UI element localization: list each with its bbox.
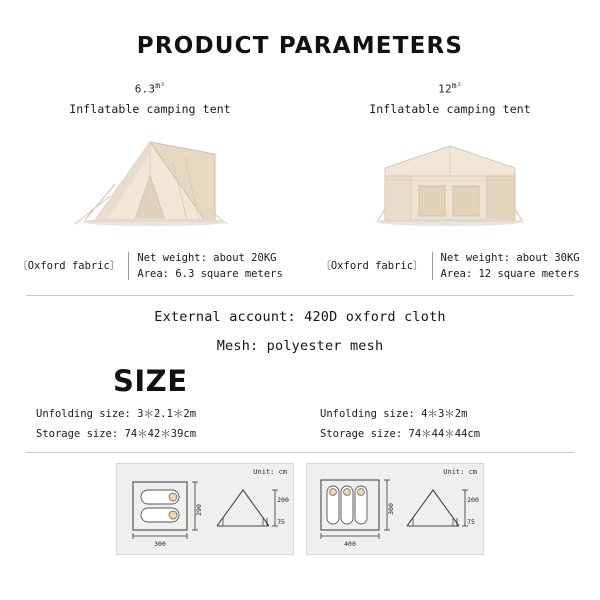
area-left: Area: 6.3 square meters <box>137 267 283 280</box>
plan-depth-right: 300 <box>387 502 395 515</box>
dimension-drawing-left <box>117 464 293 554</box>
product-parameters-page <box>0 33 600 600</box>
unit-label-left: Unit: cm <box>253 467 287 476</box>
size-col-right <box>300 404 600 444</box>
tent-a-frame-illustration <box>55 124 245 234</box>
product-area-left <box>135 81 166 96</box>
elev-wall-left: 75 <box>277 517 285 526</box>
product-area-right <box>438 81 462 96</box>
tent-cabin-illustration <box>355 124 545 234</box>
spec-divider-right <box>432 252 433 280</box>
plan-width-left: 300 <box>154 539 166 548</box>
fabric-label-left: 〔Oxford fabric〕 <box>17 260 121 273</box>
storage-size-left: Storage size: 74＊42＊39cm <box>36 427 197 440</box>
elev-height-right: 200 <box>467 495 479 504</box>
net-weight-right: Net weight: about 30KG <box>440 251 580 264</box>
fabric-label-right: 〔Oxford fabric〕 <box>320 260 424 273</box>
unit-label-right: Unit: cm <box>443 467 477 476</box>
size-col-left <box>0 404 300 444</box>
tent-image-left <box>55 122 245 234</box>
spec-row <box>0 250 600 282</box>
product-area-unit-right: m² <box>451 81 462 90</box>
product-card-left <box>0 81 300 234</box>
divider-1 <box>26 295 574 296</box>
spec-col-right <box>300 250 600 282</box>
product-card-right <box>300 81 600 234</box>
plan-depth-left: 290 <box>195 503 203 516</box>
mesh-text: Mesh: polyester mesh <box>216 337 384 354</box>
product-area-value-left: 6.3 <box>134 82 156 96</box>
size-heading: SIZE <box>113 363 188 398</box>
spec-lines-left <box>137 250 282 282</box>
net-weight-left: Net weight: about 20KG <box>137 251 277 264</box>
size-row <box>0 404 600 444</box>
external-account-text: External account: 420D oxford cloth <box>154 308 446 325</box>
diagram-right <box>306 463 484 555</box>
page-title: PRODUCT PARAMETERS <box>136 33 464 59</box>
diagram-row <box>0 463 600 555</box>
unfolding-size-right: Unfolding size: 4＊3＊2m <box>320 407 468 420</box>
elev-wall-right: 75 <box>467 517 475 526</box>
spec-divider-left <box>128 252 129 280</box>
dimension-drawing-right <box>307 464 483 554</box>
product-name-right: Inflatable camping tent <box>369 101 531 116</box>
tent-image-right <box>355 122 545 234</box>
product-area-unit-left: m² <box>155 81 166 90</box>
plan-width-right: 400 <box>344 539 356 548</box>
elev-height-left: 200 <box>277 495 289 504</box>
product-gallery <box>0 81 600 234</box>
storage-size-right: Storage size: 74＊44＊44cm <box>320 427 481 440</box>
spec-col-left <box>0 250 300 282</box>
product-name-left: Inflatable camping tent <box>69 101 231 116</box>
product-area-value-right: 12 <box>438 82 452 96</box>
spec-lines-right <box>441 250 580 282</box>
divider-2 <box>26 452 574 453</box>
area-right: Area: 12 square meters <box>440 267 580 280</box>
diagram-left <box>116 463 294 555</box>
unfolding-size-left: Unfolding size: 3＊2.1＊2m <box>36 407 197 420</box>
